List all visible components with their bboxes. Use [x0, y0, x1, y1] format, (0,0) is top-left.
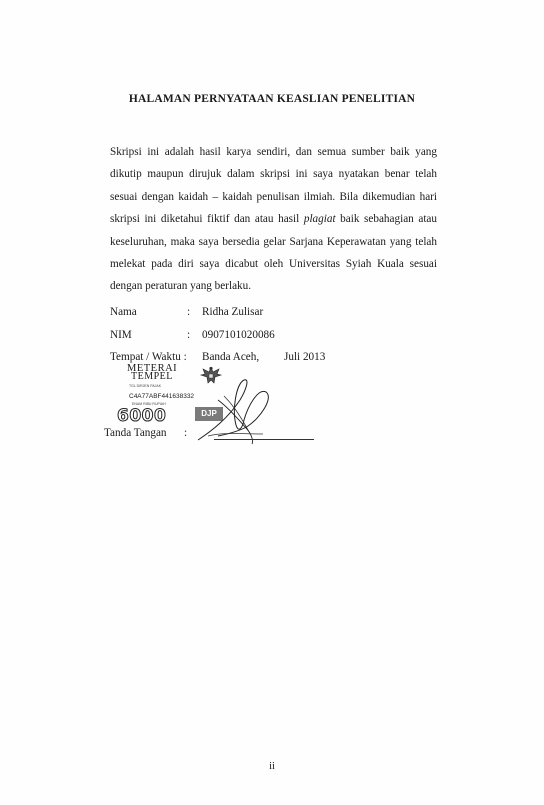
page-number: ii [269, 761, 275, 772]
paragraph-italic-term: plagiat [303, 213, 336, 226]
field-label-tempat-waktu: Tempat / Waktu : [110, 351, 187, 363]
field-colon: : [187, 329, 191, 341]
stamp-serial-code: C4A77ABF441638332 [129, 393, 195, 400]
stamp-small-text-2: ENAM RIBU RUPIAH [132, 402, 166, 406]
stamp-small-text: TGL DIRJEN PAJAK [129, 384, 162, 388]
field-label-nim: NIM [110, 329, 132, 341]
field-label-nama: Nama [110, 306, 137, 318]
statement-paragraph [110, 141, 437, 298]
stamp-text-meterai: METERAI [127, 363, 178, 374]
field-value-tempat: Banda Aceh, [202, 351, 260, 363]
field-value-nim: 0907101020086 [202, 329, 275, 341]
stamp-text-tempel: TEMPEL [131, 371, 173, 382]
paragraph-text-2: baik sebahagian atau keseluruhan, maka saya bersedia gelar Sarjana Keperawatan yang telah melekat pada diri saya dicabut oleh Universitas Syiah Kuala sesuai dengan peraturan yang berlaku. [110, 213, 437, 293]
field-value-waktu: Juli 2013 [284, 351, 326, 363]
signature-line [214, 439, 314, 440]
signature-icon [188, 370, 278, 450]
field-label-tanda-tangan: Tanda Tangan [104, 427, 167, 439]
paragraph-text-1: Skripsi ini adalah hasil karya sendiri, dan semua sumber baik yang dikutip maupun dirujuk dalam skripsi ini saya nyatakan benar telah sesuai dengan kaidah – kaidah penulisan ilmiah. Bila dikemudian hari skripsi ini diketahui fiktif dan atau hasil [110, 146, 437, 226]
stamp-value: 6000 [117, 406, 167, 426]
field-colon: : [184, 427, 188, 439]
page-title: HALAMAN PERNYATAAN KEASLIAN PENELITIAN [128, 93, 416, 105]
field-colon: : [187, 306, 191, 318]
field-row-tanda-tangan [104, 427, 188, 439]
stamp-djp-badge: DJP [195, 407, 223, 421]
field-value-nama: Ridha Zulisar [202, 306, 264, 318]
